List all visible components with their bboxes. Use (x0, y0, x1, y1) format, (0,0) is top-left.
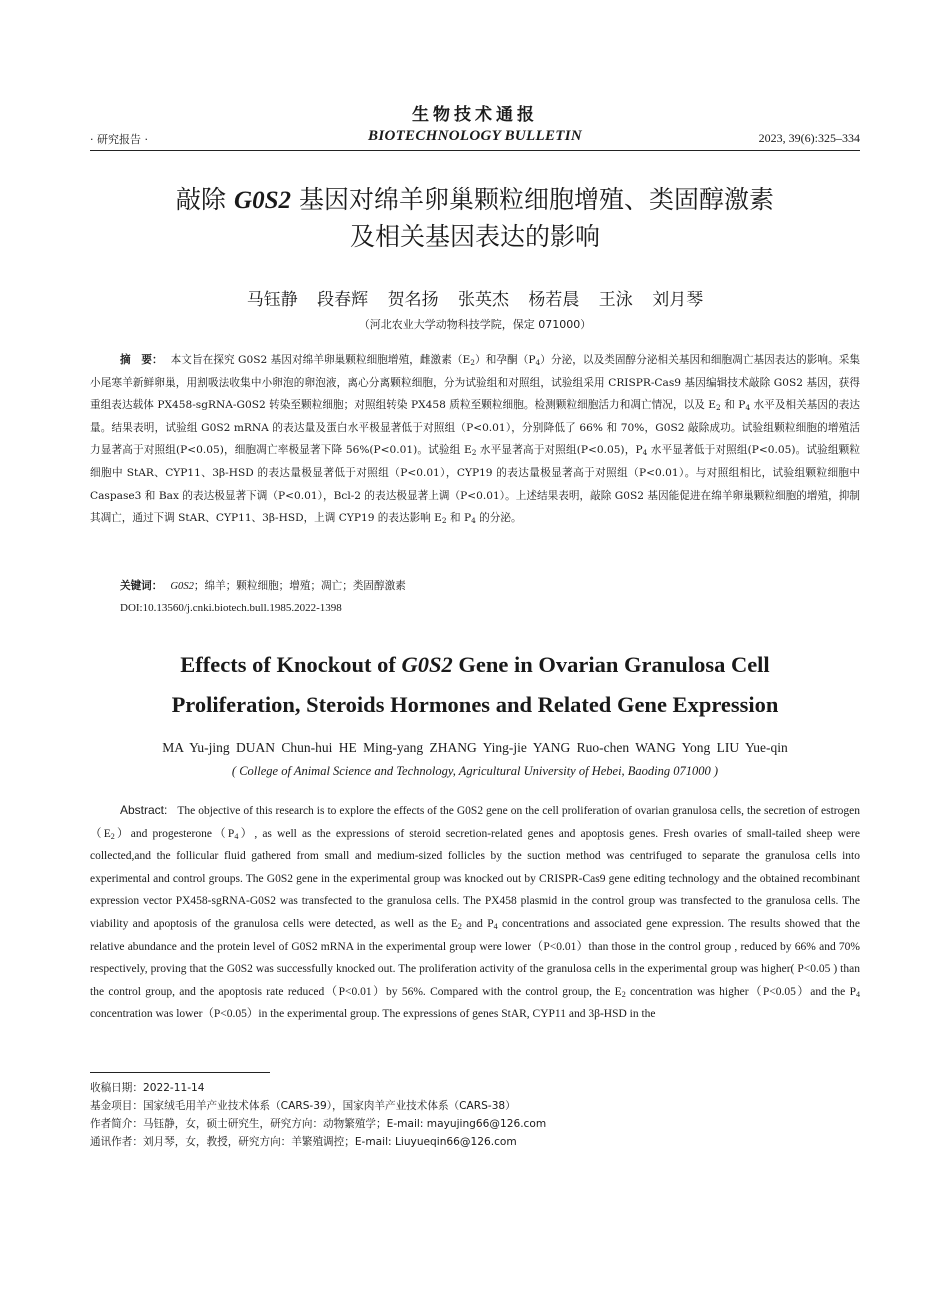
keywords-list: ；绵羊；颗粒细胞；增殖；凋亡；类固醇激素 (193, 580, 406, 592)
subscript: 4 (535, 358, 541, 367)
subscript: 2 (471, 448, 477, 458)
abstract-en-label: Abstract: (120, 803, 168, 817)
abstract-cn-text: 的分泌。 (475, 512, 522, 525)
doi: DOI:10.13560/j.cnki.biotech.bull.1985.2022-1398 (120, 602, 342, 614)
article-title-cn (90, 182, 860, 255)
abstract-en-text: ）and progesterone（P (114, 827, 235, 840)
subscript: 2 (457, 921, 462, 931)
footnote-fund: 基金项目：国家绒毛用羊产业技术体系（CARS-39），国家肉羊产业技术体系（CARS-38） (90, 1100, 516, 1112)
abstract-en-text: concentration was lower（P<0.05）in the experimental group. The expressions of genes StAR, CYP11 and 3β-HSD in the (90, 1008, 656, 1021)
journal-title-cn: 生物技术通报 (412, 105, 538, 125)
footnote-author: 作者简介：马钰静，女，硕士研究生，研究方向：动物繁殖学；E-mail: mayujing66@126.com (90, 1118, 547, 1130)
subscript: 4 (493, 921, 498, 931)
affiliation-en: ( College of Animal Science and Technology, Agricultural University of Hebei, Baoding 071000 ) (231, 764, 719, 778)
subscript: 2 (621, 989, 626, 999)
abstract-cn (90, 349, 860, 530)
abstract-cn-text: 本文旨在探究 G0S2 基因对绵羊卵巢颗粒细胞增殖，雌激素（E (170, 354, 471, 366)
subscript: 4 (745, 403, 751, 413)
abstract-cn-text: 水平及相关基因的表达量。结果表明，试验组 G0S2 mRNA 的表达量及蛋白水平极显著低于对照组（P<0.01），分别降低了 66% 和 70%，G0S2 敲除成功。试验组颗粒细胞的增殖活力显著高于对照组(P<0.05)，细胞凋亡率极显著下降 56%(P<0.01)。试验组 E (90, 399, 860, 457)
abstract-en-text: concentration was higher（P<0.05）and the P (625, 985, 856, 998)
subscript: 4 (642, 448, 648, 458)
abstract-en-text: The objective of this research is to explore the effects of the G0S2 gene on the cell proliferation of ovarian granulosa cells, the secretion of estrogen（E (90, 805, 860, 840)
abstract-cn-label: 摘 要： (120, 354, 163, 366)
article-title-en (90, 645, 860, 725)
subscript: 4 (471, 516, 476, 526)
title-cn-line2: 及相关基因表达的影响 (349, 222, 600, 251)
subscript: 2 (441, 516, 447, 526)
abstract-cn-text: ）和孕酮（P (475, 354, 536, 366)
abstract-en-text: and P (461, 917, 494, 930)
running-header (90, 128, 860, 148)
abstract-cn-text: 和 P (446, 512, 472, 525)
keyword-gene: G0S2 (170, 581, 194, 592)
footnote-rule (90, 1072, 270, 1073)
title-en-part2: Gene in Ovarian Granulosa Cell (452, 652, 770, 677)
abstract-cn-text: 和 P (720, 399, 746, 412)
journal-title-en: BIOTECHNOLOGY BULLETIN (368, 128, 582, 144)
subscript: 2 (470, 358, 475, 367)
subscript: 4 (855, 989, 860, 999)
abstract-en-text: concentrations and associated gene expression. The results showed that the relative abundance and the protein level of G0S2 mRNA in the experimental group were lower（P<0.01）than those in the control group , reduced by 66% and 70% respectively, proving that the G0S2 was successfully knocked out. The proliferation activity of the granulosa cells in the experimental group was higher( P<0.05 ) than the control group, and the apoptosis rate reduced（P<0.01）by 56%. Compared with the control group, the E (90, 917, 860, 998)
keywords-label: 关键词： (120, 580, 163, 592)
footnote-received: 收稿日期：2022-11-14 (90, 1082, 205, 1094)
subscript: 2 (716, 403, 721, 413)
footnote-correspondence: 通讯作者：刘月琴，女，教授，研究方向：羊繁殖调控；E-mail: Liuyueqin66@126.com (90, 1136, 517, 1148)
authors-en: MA Yu-jing DUAN Chun-hui HE Ming-yang ZHANG Ying-jie YANG Ruo-chen WANG Yong LIU Yue-qin (162, 740, 788, 755)
abstract-cn-text: 水平显著高于对照组(P<0.05)，P (476, 444, 643, 457)
affiliation-cn: （河北农业大学动物科技学院，保定 071000） (358, 318, 592, 331)
abstract-en (90, 799, 860, 1026)
title-cn-part2: 基因对绵羊卵巢颗粒细胞增殖、类固醇激素 (298, 185, 774, 214)
subscript: 2 (110, 831, 115, 841)
citation: 2023, 39(6):325–334 (758, 131, 860, 145)
section-label: · 研究报告 · (90, 133, 148, 146)
title-en-line2: Proliferation, Steroids Hormones and Related Gene Expression (171, 692, 779, 717)
subscript: 4 (234, 831, 239, 841)
title-cn-part1: 敲除 (176, 185, 227, 214)
abstract-cn-text: ）分泌，以及类固醇分泌相关基因和细胞凋亡基因表达的影响。采集小尾寒羊新鲜卵巢，用割吸法收集中小卵泡的卵泡液，离心分离颗粒细胞，分为试验组和对照组，试验组采用 CRISPR-Cas9 基因编辑技术敲除 G0S2 基因，获得重组表达载体 PX458-sgRNA-G0S2 转染至颗粒细胞；对照组转染 PX458 质粒至颗粒细胞。检测颗粒细胞活力和凋亡情况，以及 E (90, 354, 861, 412)
keywords-cn (120, 578, 406, 593)
header-rule (90, 150, 860, 151)
title-en-gene: G0S2 (401, 652, 453, 677)
abstract-cn-text: 水平显著低于对照组(P<0.05)。试验组颗粒细胞中 StAR、CYP11、3β-HSD 的表达量极显著低于对照组（P<0.01），CYP19 的表达量极显著高于对照组（P<0.01）。与对照组相比，试验组颗粒细胞中 Caspase3 和 Bax 的表达极显著下调（P<0.01），Bcl-2 的表达极显著上调（P<0.01）。上述结果表明，敲除 G0S2 基因能促进在绵羊卵巢颗粒细胞的增殖，抑制其凋亡，通过下调 StAR、CYP11、3β-HSD，上调 CYP19 的表达影响 E (90, 444, 860, 525)
title-cn-gene: G0S2 (234, 187, 291, 214)
authors-cn: 马钰静 段春辉 贺名扬 张英杰 杨若晨 王泳 刘月琴 (246, 290, 704, 310)
abstract-en-text: ）, as well as the expressions of steroid secretion-related genes and apoptosis genes. Fresh ovaries of small-tailed sheep were collected,and the follicular fluid gathered from small and medium-sized follicles by the suction method was centrifuged to separate the granulosa cells into experimental and control groups. The G0S2 gene in the experimental group was knocked out by CRISPR-Cas9 gene editing technology and the obtained recombinant expression vector PX458-sgRNA-G0S2 was transfected to the granulosa cells. The PX458 plasmid in the control group was transfected to the granulosa cells. The viability and apoptosis of the granulosa cells were detected, as well as the E (90, 827, 860, 930)
title-en-part1: Effects of Knockout of (180, 652, 402, 677)
